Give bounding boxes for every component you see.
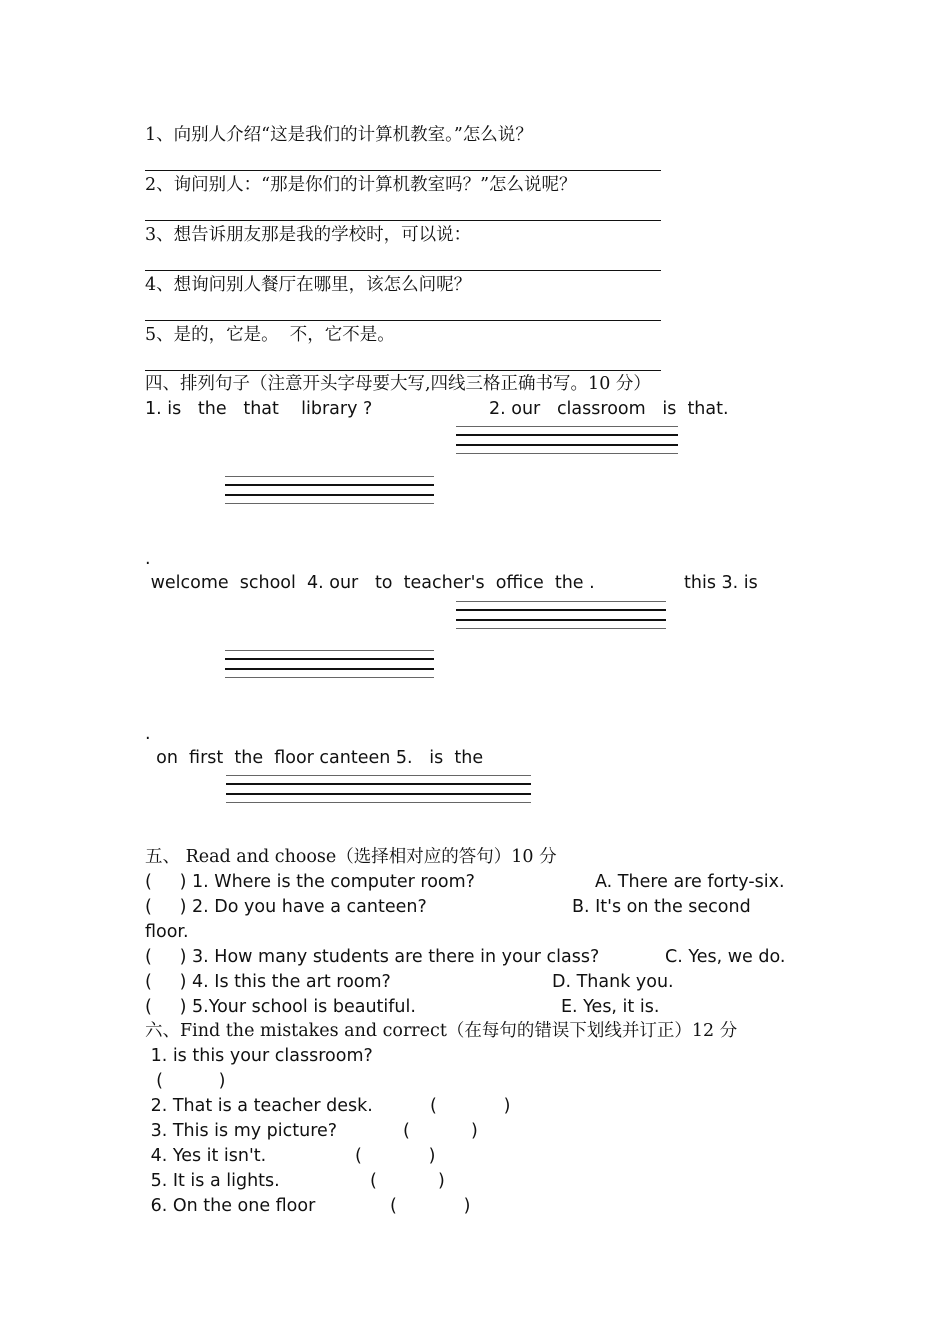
correction-blank[interactable]: ( ) <box>403 1121 478 1141</box>
section-6-heading: 六、Find the mistakes and correct（在每句的错误下划线并订正）12 分 <box>145 1021 738 1041</box>
correction-sentence: 3. This is my picture? <box>145 1121 338 1141</box>
choice-answer: A. There are forty-six. <box>595 872 785 892</box>
answer-line-3[interactable] <box>145 270 661 271</box>
answer-line-2[interactable] <box>145 220 661 221</box>
choice-answer: D. Thank you. <box>552 972 674 992</box>
choice-question: ( ) 2. Do you have a canteen? <box>145 897 427 917</box>
correction-blank[interactable]: ( ) <box>390 1196 471 1216</box>
choice-question: ( ) 5.Your school is beautiful. <box>145 997 416 1017</box>
choice-question: floor. <box>145 922 189 942</box>
correction-blank[interactable]: ( ) <box>355 1146 436 1166</box>
section-5-heading: 五、 Read and choose（选择相对应的答句）10 分 <box>145 847 557 867</box>
scramble-5: on first the floor canteen 5. is the <box>145 748 484 768</box>
answer-line-1[interactable] <box>145 170 661 171</box>
correction-blank[interactable]: ( ) <box>430 1096 511 1116</box>
four-line-staff[interactable] <box>456 426 678 454</box>
choice-question: ( ) 4. Is this the art room? <box>145 972 391 992</box>
correction-sentence: 5. It is a lights. <box>145 1171 280 1191</box>
question-1: 1、向别人介绍“这是我们的计算机教室。”怎么说？ <box>145 125 533 145</box>
question-3: 3、想告诉朋友那是我的学校时，可以说： <box>145 225 472 245</box>
four-line-staff[interactable] <box>225 650 434 678</box>
correction-sentence: 2. That is a teacher desk. <box>145 1096 373 1116</box>
scramble-4: welcome school 4. our to teacher's office the . <box>145 573 595 593</box>
choice-answer: C. Yes, we do. <box>665 947 786 967</box>
choice-answer: B. It's on the second <box>572 897 751 917</box>
choice-question: ( ) 1. Where is the computer room? <box>145 872 475 892</box>
correction-blank[interactable]: ( ) <box>370 1171 445 1191</box>
four-line-staff[interactable] <box>456 601 666 629</box>
period-mark: . <box>145 724 151 744</box>
period-mark: . <box>145 549 151 569</box>
correction-sentence: 6. On the one floor <box>145 1196 316 1216</box>
correction-sentence: 4. Yes it isn't. <box>145 1146 267 1166</box>
section-4-heading: 四、排列句子（注意开头字母要大写,四线三格正确书写。10 分） <box>145 374 651 394</box>
four-line-staff[interactable] <box>225 476 434 504</box>
correction-blank[interactable]: ( ) <box>145 1071 226 1091</box>
choice-answer: E. Yes, it is. <box>561 997 660 1017</box>
scramble-2: 2. our classroom is that. <box>489 399 729 419</box>
scramble-3: this 3. is <box>684 573 758 593</box>
choice-question: ( ) 3. How many students are there in your class? <box>145 947 600 967</box>
question-2: 2、询问别人：“那是你们的计算机教室吗？”怎么说呢？ <box>145 175 577 195</box>
answer-line-4[interactable] <box>145 320 661 321</box>
four-line-staff[interactable] <box>226 775 531 803</box>
scramble-1: 1. is the that library ? <box>145 399 373 419</box>
correction-sentence: 1. is this your classroom? <box>145 1046 373 1066</box>
question-5: 5、是的，它是。 不，它不是。 <box>145 325 395 345</box>
answer-line-5[interactable] <box>145 370 661 371</box>
question-4: 4、想询问别人餐厅在哪里，该怎么问呢？ <box>145 275 472 295</box>
